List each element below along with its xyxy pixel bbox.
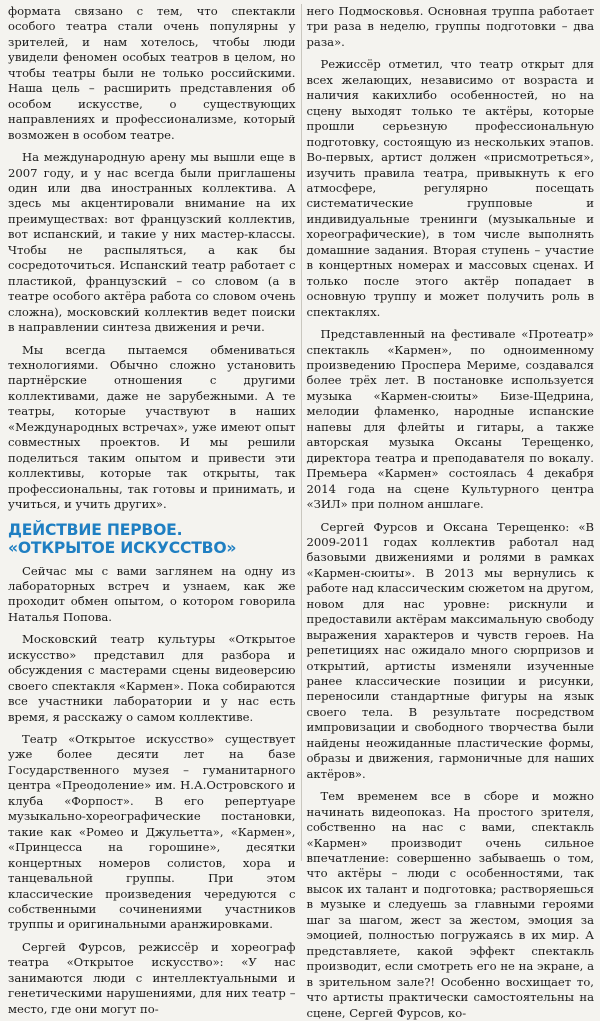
paragraph: Тем временем все в сборе и можно начинать видеопоказ. На простого зрителя, собственно на нас с вами, спектакль «Кармен» производит очень сильное впечатление: совершенно забываешь о том, что актёры – люди с особенностями, так высок их талант и подготовка; растворяешься в музыке и следуешь за главными героями шаг за шагом, жест за жестом, эмоция за эмоцией, полностью погружаясь в их мир. А представляете, какой эффект спектакль производит, если смотреть его не на экране, а в зрительном зале?! Особенно восхищает то, что артисты практически самостоятельны на сцене, Сергей Фурсов, ко- (306, 789, 594, 1020)
paragraph: формата связано с тем, что спектакли особого театра стали очень популярны у зрителей, и нам хотелось, чтобы люди увидели феномен особых театров в целом, но чтобы театры были не только российскими. Наша цель – расширить представления об особом искусстве, о существующих направлениях и профессионализме, который возможен в особом театре. (8, 4, 296, 142)
paragraph: Режиссёр отметил, что театр открыт для всех желающих, независимо от возраста и наличия какихлибо особенностей, но на сцену выходят только те актёры, которые прошли серьезную профессиональную подготовку, состоящую из нескольких этапов. Во-первых, артист должен «присмотреться», изучить правила театра, привыкнуть к его атмосфере, регулярно посещать систематические групповые и индивидуальные тренинги (музыкальные и хореографические), в том числе выполнять домашние задания. Вторая ступень – участие в концертных номерах и массовых сценах. И только после этого актёр попадает в основную труппу и может получить роль в спектаклях. (306, 57, 594, 319)
paragraph: Мы всегда пытаемся обмениваться технологиями. Обычно сложно установить партнёрские отношения с другими коллективами, даже не зарубежными. А те театры, которые участвуют в наших «Международных встречах», уже имеют опыт совместных проектов. И мы решили поделиться таким опытом и привести эти коллективы, которые так открыты, так профессиональны, так готовы и принимать, и учиться, и учить других». (8, 342, 296, 512)
paragraph: него Подмосковья. Основная труппа работает три раза в неделю, группы подготовки – два раза». (306, 4, 594, 49)
paragraph: Представленный на фестивале «Протеатр» спектакль «Кармен», по одноименному произведению Проспера Мериме, создавался более трёх лет. В постановке используется музыка «Кармен-сюиты» Бизе-Щедрина, мелодии фламенко, народные испанские напевы для флейты и гитары, а также авторская музыка Оксаны Терещенко, директора театра и преподавателя по вокалу. Премьера «Кармен» состоялась 4 декабря 2014 года на сцене Культурного центра «ЗИЛ» при полном аншлаге. (306, 327, 594, 512)
paragraph: Московский театр культуры «Открытое искусство» представил для разбора и обсуждения с мастерами сцены видеоверсию своего спектакля «Кармен». Пока собираются все участники лаборатории и у нас есть время, я расскажу о самом коллективе. (8, 632, 296, 724)
paragraph: На международную арену мы вышли еще в 2007 году, и у нас всегда были приглашены один или два иностранных коллектива. А здесь мы акцентировали внимание на их преимуществах: вот французский коллектив, вот испанский, и такие у них мастер-классы. Чтобы не распыляться, а как бы сосредоточиться. Испанский театр работает с пластикой, французский – со словом (а в театре особого актёра работа со словом очень сложна), московский коллектив ведет поиски в направлении синтеза движения и речи. (8, 150, 296, 335)
paragraph: Сергей Фурсов и Оксана Терещенко: «В 2009-2011 годах коллектив работал над базовыми движениями и ролями в рамках «Кармен-сюиты». В 2013 мы вернулись к работе над классическим сюжетом на другом, новом для нас уровне: рискнули и предоставили актёрам максимальную свободу выражения характеров и чувств героев. На репетициях нас ожидало много сюрпризов и открытий, артисты изменяли изученные ранее классические позиции и рисунки, переносили стандартные фигуры на язык своего тела. В результате посредством импровизации и свободного творчества были найдены неожиданные пластические формы, образы и движения, гармоничные для наших актёров». (306, 519, 594, 781)
paragraph: Сергей Фурсов, режиссёр и хореограф театра «Открытое искусство»: «У нас занимаются люди с интеллектуальными и генетическими нарушениями, для них театр – место, где они могут по- (8, 939, 296, 1016)
left-column (8, 4, 296, 1016)
section-heading (8, 521, 296, 558)
right-column (306, 4, 595, 1020)
paragraph: Театр «Открытое искусство» существует уже более десяти лет на базе Государственного музея – гуманитарного центра «Преодоление» им. Н.А.Островского и клуба «Форпост». В его репертуаре музыкально-хореографические постановки, такие как «Ромео и Джульетта», «Кармен», «Принцесса на горошине», десятки концертных номеров солистов, хора и танцевальной группы. При этом классические произведения чередуются с собственными сочинениями участников труппы и оригинальными аранжировками. (8, 732, 296, 932)
section-heading-line-1: ДЕЙСТВИЕ ПЕРВОЕ. (8, 520, 183, 539)
column-divider (301, 4, 302, 861)
paragraph: Сейчас мы с вами заглянем на одну из лабораторных встреч и узнаем, как же проходит обмен опытом, о котором говорила Наталья Попова. (8, 563, 296, 624)
section-heading-line-2: «ОТКРЫТОЕ ИСКУССТВО» (8, 539, 237, 557)
